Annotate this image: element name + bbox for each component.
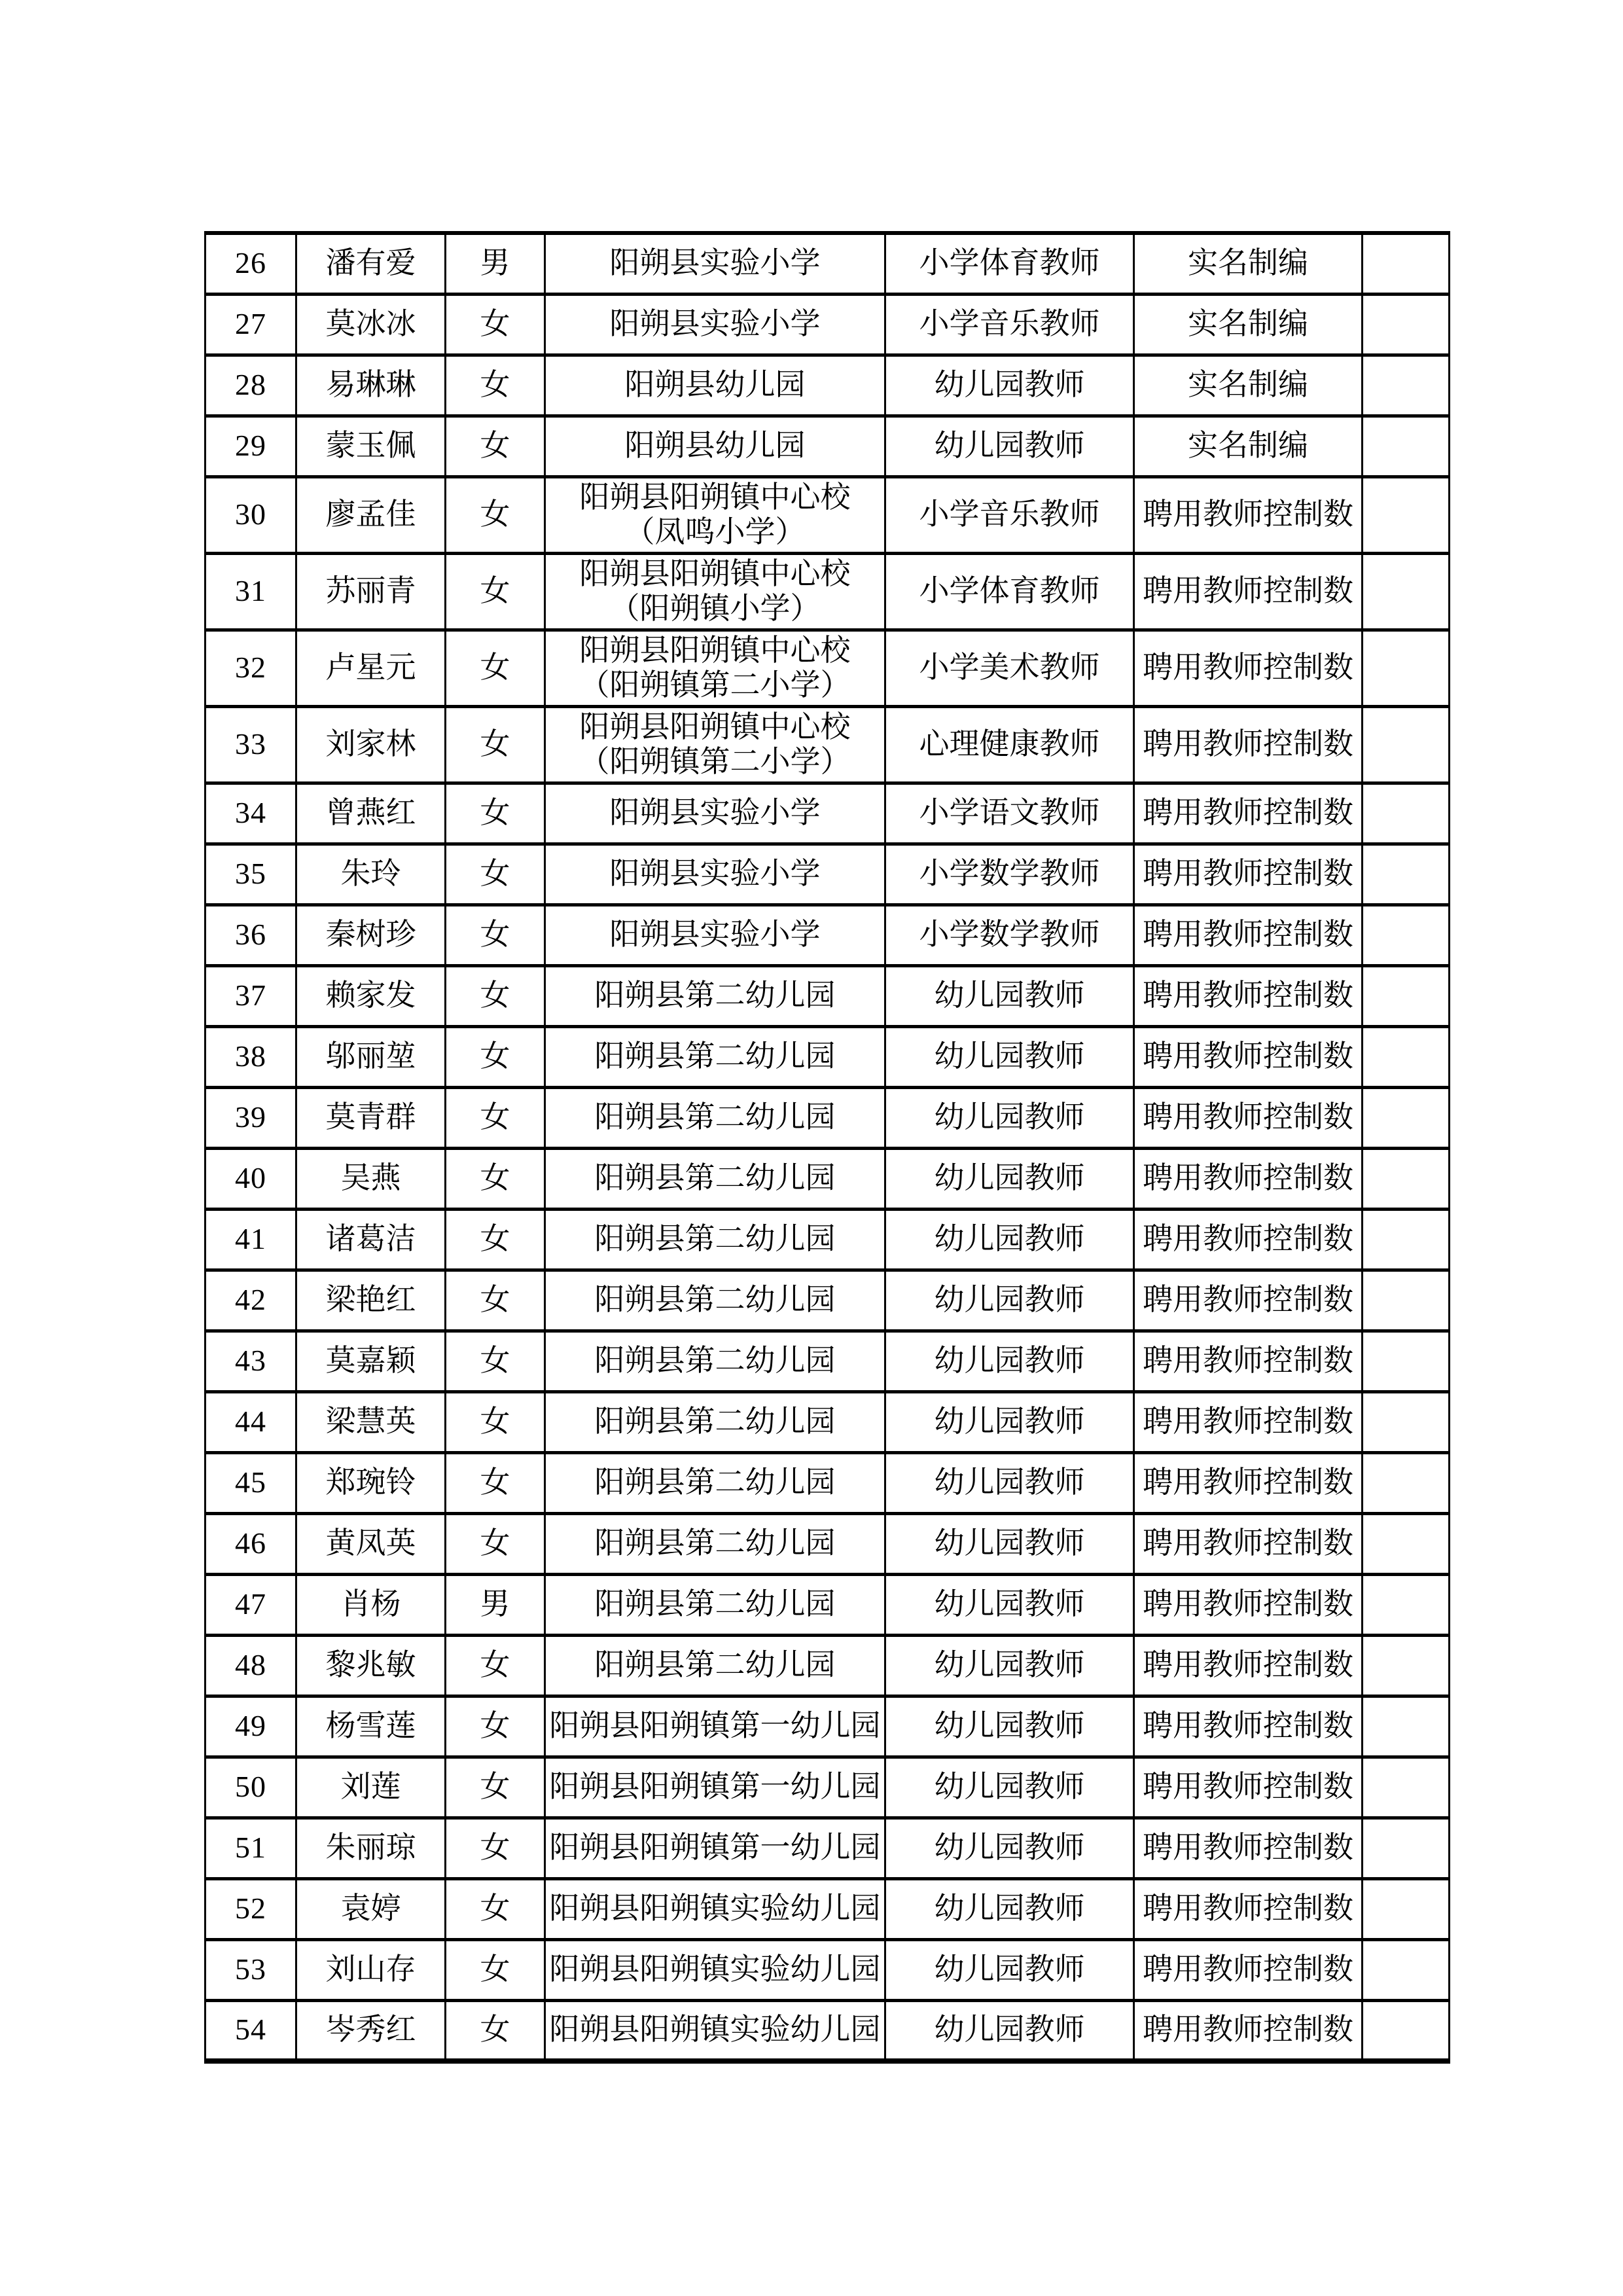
school-name	[545, 1452, 885, 1513]
staffing-type: 聘用教师控制数	[1134, 844, 1363, 905]
teacher-name: 朱丽琼	[296, 1818, 446, 1878]
position-title: 幼儿园教师	[885, 1148, 1134, 1209]
table-row	[205, 905, 1450, 965]
staffing-type: 实名制编	[1134, 416, 1363, 476]
school-name-line: 阳朔县阳朔镇中心校	[579, 556, 851, 590]
staffing-type: 聘用教师控制数	[1134, 1391, 1363, 1452]
remark	[1363, 706, 1450, 783]
table-row	[205, 965, 1450, 1026]
staffing-type: 聘用教师控制数	[1134, 1818, 1363, 1878]
gender: 女	[446, 1878, 545, 1939]
school-name	[545, 630, 885, 706]
table-row	[205, 1331, 1450, 1391]
school-name	[545, 706, 885, 783]
teacher-name: 莫嘉颖	[296, 1331, 446, 1391]
teacher-roster-table	[204, 231, 1450, 2064]
school-name	[545, 1209, 885, 1270]
table-row	[205, 416, 1450, 476]
school-name-line: 阳朔县实验小学	[609, 857, 821, 891]
gender: 女	[446, 553, 545, 630]
remark	[1363, 630, 1450, 706]
table-row	[205, 1574, 1450, 1635]
gender: 女	[446, 294, 545, 355]
table-row	[205, 1270, 1450, 1331]
school-name	[545, 294, 885, 355]
table-row	[205, 233, 1450, 294]
school-name	[545, 1635, 885, 1696]
gender: 女	[446, 905, 545, 965]
school-name-line: 阳朔县阳朔镇第一幼儿园	[549, 1770, 881, 1804]
remark	[1363, 1026, 1450, 1087]
school-name-line: 阳朔县第二幼儿园	[594, 1161, 836, 1195]
school-name-line: （阳朔镇第二小学）	[579, 744, 851, 778]
teacher-name: 莫青群	[296, 1087, 446, 1148]
teacher-name: 赖家发	[296, 965, 446, 1026]
position-title: 幼儿园教师	[885, 1757, 1134, 1818]
table-row	[205, 1696, 1450, 1757]
gender: 女	[446, 965, 545, 1026]
teacher-name: 黎兆敏	[296, 1635, 446, 1696]
row-number: 46	[205, 1513, 296, 1574]
gender: 女	[446, 1513, 545, 1574]
school-name-line: 阳朔县阳朔镇第一幼儿园	[549, 1709, 881, 1743]
school-name	[545, 1939, 885, 2000]
remark	[1363, 1878, 1450, 1939]
staffing-type: 聘用教师控制数	[1134, 965, 1363, 1026]
table-row	[205, 1939, 1450, 2000]
position-title: 幼儿园教师	[885, 1331, 1134, 1391]
gender: 女	[446, 416, 545, 476]
staffing-type: 实名制编	[1134, 355, 1363, 416]
gender: 女	[446, 630, 545, 706]
gender: 女	[446, 1391, 545, 1452]
position-title: 幼儿园教师	[885, 1635, 1134, 1696]
school-name	[545, 1087, 885, 1148]
remark	[1363, 1574, 1450, 1635]
staffing-type: 聘用教师控制数	[1134, 1696, 1363, 1757]
row-number: 45	[205, 1452, 296, 1513]
school-name-line: 阳朔县第二幼儿园	[594, 1100, 836, 1134]
position-title: 幼儿园教师	[885, 1452, 1134, 1513]
gender: 女	[446, 1452, 545, 1513]
remark	[1363, 1818, 1450, 1878]
row-number: 35	[205, 844, 296, 905]
table-row	[205, 1818, 1450, 1878]
gender: 女	[446, 1209, 545, 1270]
gender: 女	[446, 706, 545, 783]
remark	[1363, 1087, 1450, 1148]
school-name	[545, 233, 885, 294]
teacher-name: 梁慧英	[296, 1391, 446, 1452]
staffing-type: 聘用教师控制数	[1134, 476, 1363, 553]
gender: 女	[446, 2000, 545, 2061]
row-number: 34	[205, 783, 296, 844]
school-name	[545, 1026, 885, 1087]
school-name-line: 阳朔县实验小学	[609, 307, 821, 341]
position-title: 幼儿园教师	[885, 1939, 1134, 2000]
staffing-type: 聘用教师控制数	[1134, 1087, 1363, 1148]
table-row	[205, 630, 1450, 706]
position-title: 小学数学教师	[885, 905, 1134, 965]
school-name	[545, 1391, 885, 1452]
table-row	[205, 1878, 1450, 1939]
teacher-name: 卢星元	[296, 630, 446, 706]
remark	[1363, 783, 1450, 844]
teacher-name: 曾燕红	[296, 783, 446, 844]
position-title: 幼儿园教师	[885, 1209, 1134, 1270]
staffing-type: 聘用教师控制数	[1134, 1148, 1363, 1209]
staffing-type: 聘用教师控制数	[1134, 1270, 1363, 1331]
teacher-name: 吴燕	[296, 1148, 446, 1209]
row-number: 52	[205, 1878, 296, 1939]
position-title: 幼儿园教师	[885, 1878, 1134, 1939]
gender: 女	[446, 476, 545, 553]
gender: 女	[446, 355, 545, 416]
school-name-line: （阳朔镇第二小学）	[579, 668, 851, 702]
teacher-name: 梁艳红	[296, 1270, 446, 1331]
position-title: 幼儿园教师	[885, 1087, 1134, 1148]
school-name-line: 阳朔县阳朔镇实验幼儿园	[549, 1952, 881, 1986]
staffing-type: 聘用教师控制数	[1134, 905, 1363, 965]
school-name	[545, 1270, 885, 1331]
teacher-name: 郑琬铃	[296, 1452, 446, 1513]
school-name-line: 阳朔县幼儿园	[624, 429, 806, 463]
teacher-name: 杨雪莲	[296, 1696, 446, 1757]
position-title: 幼儿园教师	[885, 416, 1134, 476]
row-number: 33	[205, 706, 296, 783]
remark	[1363, 1635, 1450, 1696]
school-name-line: 阳朔县第二幼儿园	[594, 1283, 836, 1317]
school-name-line: 阳朔县第二幼儿园	[594, 1587, 836, 1621]
school-name-line: 阳朔县阳朔镇中心校	[579, 709, 851, 744]
school-name-line: 阳朔县第二幼儿园	[594, 1222, 836, 1256]
table-row	[205, 294, 1450, 355]
table-row	[205, 706, 1450, 783]
school-name	[545, 1574, 885, 1635]
remark	[1363, 965, 1450, 1026]
position-title: 小学体育教师	[885, 553, 1134, 630]
school-name-line: 阳朔县阳朔镇第一幼儿园	[549, 1831, 881, 1865]
teacher-name: 刘家林	[296, 706, 446, 783]
row-number: 28	[205, 355, 296, 416]
gender: 女	[446, 1026, 545, 1087]
teacher-name: 岑秀红	[296, 2000, 446, 2061]
school-name-line: 阳朔县实验小学	[609, 918, 821, 952]
school-name-line: 阳朔县第二幼儿园	[594, 1405, 836, 1439]
remark	[1363, 1331, 1450, 1391]
remark	[1363, 1513, 1450, 1574]
teacher-name: 蒙玉佩	[296, 416, 446, 476]
table-row	[205, 1635, 1450, 1696]
table-row	[205, 476, 1450, 553]
school-name	[545, 905, 885, 965]
gender: 女	[446, 844, 545, 905]
teacher-name: 刘莲	[296, 1757, 446, 1818]
teacher-name: 袁婷	[296, 1878, 446, 1939]
remark	[1363, 1148, 1450, 1209]
staffing-type: 聘用教师控制数	[1134, 1574, 1363, 1635]
table-row	[205, 355, 1450, 416]
row-number: 49	[205, 1696, 296, 1757]
gender: 女	[446, 1087, 545, 1148]
table-row	[205, 1391, 1450, 1452]
row-number: 44	[205, 1391, 296, 1452]
staffing-type: 实名制编	[1134, 294, 1363, 355]
teacher-name: 诸葛洁	[296, 1209, 446, 1270]
school-name	[545, 355, 885, 416]
staffing-type: 聘用教师控制数	[1134, 706, 1363, 783]
school-name	[545, 416, 885, 476]
remark	[1363, 1696, 1450, 1757]
row-number: 30	[205, 476, 296, 553]
teacher-name: 潘有爱	[296, 233, 446, 294]
gender: 女	[446, 1148, 545, 1209]
position-title: 幼儿园教师	[885, 1513, 1134, 1574]
position-title: 小学音乐教师	[885, 476, 1134, 553]
staffing-type: 聘用教师控制数	[1134, 1026, 1363, 1087]
school-name-line: 阳朔县第二幼儿园	[594, 1039, 836, 1073]
position-title: 幼儿园教师	[885, 355, 1134, 416]
teacher-name: 廖孟佳	[296, 476, 446, 553]
position-title: 小学体育教师	[885, 233, 1134, 294]
table-row	[205, 2000, 1450, 2061]
teacher-name: 邬丽堃	[296, 1026, 446, 1087]
school-name-line: 阳朔县实验小学	[609, 796, 821, 830]
row-number: 54	[205, 2000, 296, 2061]
position-title: 幼儿园教师	[885, 1818, 1134, 1878]
staffing-type: 聘用教师控制数	[1134, 783, 1363, 844]
gender: 男	[446, 233, 545, 294]
staffing-type: 聘用教师控制数	[1134, 1452, 1363, 1513]
row-number: 43	[205, 1331, 296, 1391]
gender: 女	[446, 1270, 545, 1331]
staffing-type: 聘用教师控制数	[1134, 1513, 1363, 1574]
position-title: 幼儿园教师	[885, 1574, 1134, 1635]
school-name	[545, 1513, 885, 1574]
teacher-name: 易琳琳	[296, 355, 446, 416]
remark	[1363, 2000, 1450, 2061]
gender: 女	[446, 1818, 545, 1878]
school-name-line: 阳朔县第二幼儿园	[594, 1465, 836, 1499]
gender: 女	[446, 783, 545, 844]
row-number: 37	[205, 965, 296, 1026]
remark	[1363, 844, 1450, 905]
staffing-type: 聘用教师控制数	[1134, 2000, 1363, 2061]
staffing-type: 聘用教师控制数	[1134, 553, 1363, 630]
position-title: 心理健康教师	[885, 706, 1134, 783]
school-name-line: 阳朔县阳朔镇中心校	[579, 633, 851, 667]
teacher-name: 秦树珍	[296, 905, 446, 965]
school-name	[545, 783, 885, 844]
school-name-line: 阳朔县阳朔镇实验幼儿园	[549, 2013, 881, 2047]
teacher-name: 肖杨	[296, 1574, 446, 1635]
staffing-type: 聘用教师控制数	[1134, 1939, 1363, 2000]
remark	[1363, 1209, 1450, 1270]
remark	[1363, 294, 1450, 355]
gender: 女	[446, 1696, 545, 1757]
staffing-type: 实名制编	[1134, 233, 1363, 294]
teacher-name: 刘山存	[296, 1939, 446, 2000]
gender: 男	[446, 1574, 545, 1635]
position-title: 幼儿园教师	[885, 1270, 1134, 1331]
remark	[1363, 476, 1450, 553]
row-number: 42	[205, 1270, 296, 1331]
gender: 女	[446, 1757, 545, 1818]
position-title: 幼儿园教师	[885, 2000, 1134, 2061]
remark	[1363, 233, 1450, 294]
staffing-type: 聘用教师控制数	[1134, 630, 1363, 706]
remark	[1363, 416, 1450, 476]
row-number: 31	[205, 553, 296, 630]
teacher-roster-body	[205, 233, 1450, 2061]
position-title: 幼儿园教师	[885, 965, 1134, 1026]
position-title: 幼儿园教师	[885, 1391, 1134, 1452]
staffing-type: 聘用教师控制数	[1134, 1635, 1363, 1696]
table-row	[205, 1148, 1450, 1209]
remark	[1363, 1939, 1450, 2000]
row-number: 40	[205, 1148, 296, 1209]
school-name	[545, 1696, 885, 1757]
school-name	[545, 476, 885, 553]
table-row	[205, 553, 1450, 630]
staffing-type: 聘用教师控制数	[1134, 1331, 1363, 1391]
school-name-line: 阳朔县第二幼儿园	[594, 1526, 836, 1560]
position-title: 小学语文教师	[885, 783, 1134, 844]
gender: 女	[446, 1331, 545, 1391]
row-number: 36	[205, 905, 296, 965]
remark	[1363, 553, 1450, 630]
table-row	[205, 1513, 1450, 1574]
school-name-line: 阳朔县阳朔镇实验幼儿园	[549, 1892, 881, 1926]
staffing-type: 聘用教师控制数	[1134, 1878, 1363, 1939]
school-name	[545, 1818, 885, 1878]
staffing-type: 聘用教师控制数	[1134, 1209, 1363, 1270]
school-name	[545, 1331, 885, 1391]
row-number: 41	[205, 1209, 296, 1270]
gender: 女	[446, 1635, 545, 1696]
table-row	[205, 1452, 1450, 1513]
school-name	[545, 844, 885, 905]
school-name-line: 阳朔县实验小学	[609, 246, 821, 280]
row-number: 39	[205, 1087, 296, 1148]
school-name-line: （阳朔镇小学）	[609, 591, 821, 625]
remark	[1363, 1757, 1450, 1818]
table-row	[205, 844, 1450, 905]
staffing-type: 聘用教师控制数	[1134, 1757, 1363, 1818]
teacher-name: 苏丽青	[296, 553, 446, 630]
school-name	[545, 2000, 885, 2061]
teacher-name: 朱玲	[296, 844, 446, 905]
remark	[1363, 355, 1450, 416]
teacher-name: 莫冰冰	[296, 294, 446, 355]
table-row	[205, 1209, 1450, 1270]
row-number: 53	[205, 1939, 296, 2000]
table-row	[205, 1087, 1450, 1148]
position-title: 幼儿园教师	[885, 1026, 1134, 1087]
school-name-line: 阳朔县第二幼儿园	[594, 1648, 836, 1682]
teacher-name: 黄凤英	[296, 1513, 446, 1574]
school-name	[545, 1148, 885, 1209]
school-name	[545, 965, 885, 1026]
position-title: 幼儿园教师	[885, 1696, 1134, 1757]
row-number: 48	[205, 1635, 296, 1696]
school-name-line: 阳朔县第二幼儿园	[594, 1344, 836, 1378]
row-number: 29	[205, 416, 296, 476]
row-number: 26	[205, 233, 296, 294]
school-name	[545, 1878, 885, 1939]
school-name	[545, 1757, 885, 1818]
remark	[1363, 1391, 1450, 1452]
school-name	[545, 553, 885, 630]
row-number: 51	[205, 1818, 296, 1878]
row-number: 50	[205, 1757, 296, 1818]
position-title: 小学音乐教师	[885, 294, 1134, 355]
remark	[1363, 1270, 1450, 1331]
table-row	[205, 1026, 1450, 1087]
row-number: 32	[205, 630, 296, 706]
table-row	[205, 1757, 1450, 1818]
gender: 女	[446, 1939, 545, 2000]
school-name-line: （凤鸣小学）	[624, 514, 806, 548]
row-number: 38	[205, 1026, 296, 1087]
school-name-line: 阳朔县幼儿园	[624, 368, 806, 402]
position-title: 小学数学教师	[885, 844, 1134, 905]
school-name-line: 阳朔县阳朔镇中心校	[579, 480, 851, 514]
school-name-line: 阳朔县第二幼儿园	[594, 978, 836, 1013]
position-title: 小学美术教师	[885, 630, 1134, 706]
row-number: 47	[205, 1574, 296, 1635]
table-row	[205, 783, 1450, 844]
remark	[1363, 1452, 1450, 1513]
row-number: 27	[205, 294, 296, 355]
remark	[1363, 905, 1450, 965]
